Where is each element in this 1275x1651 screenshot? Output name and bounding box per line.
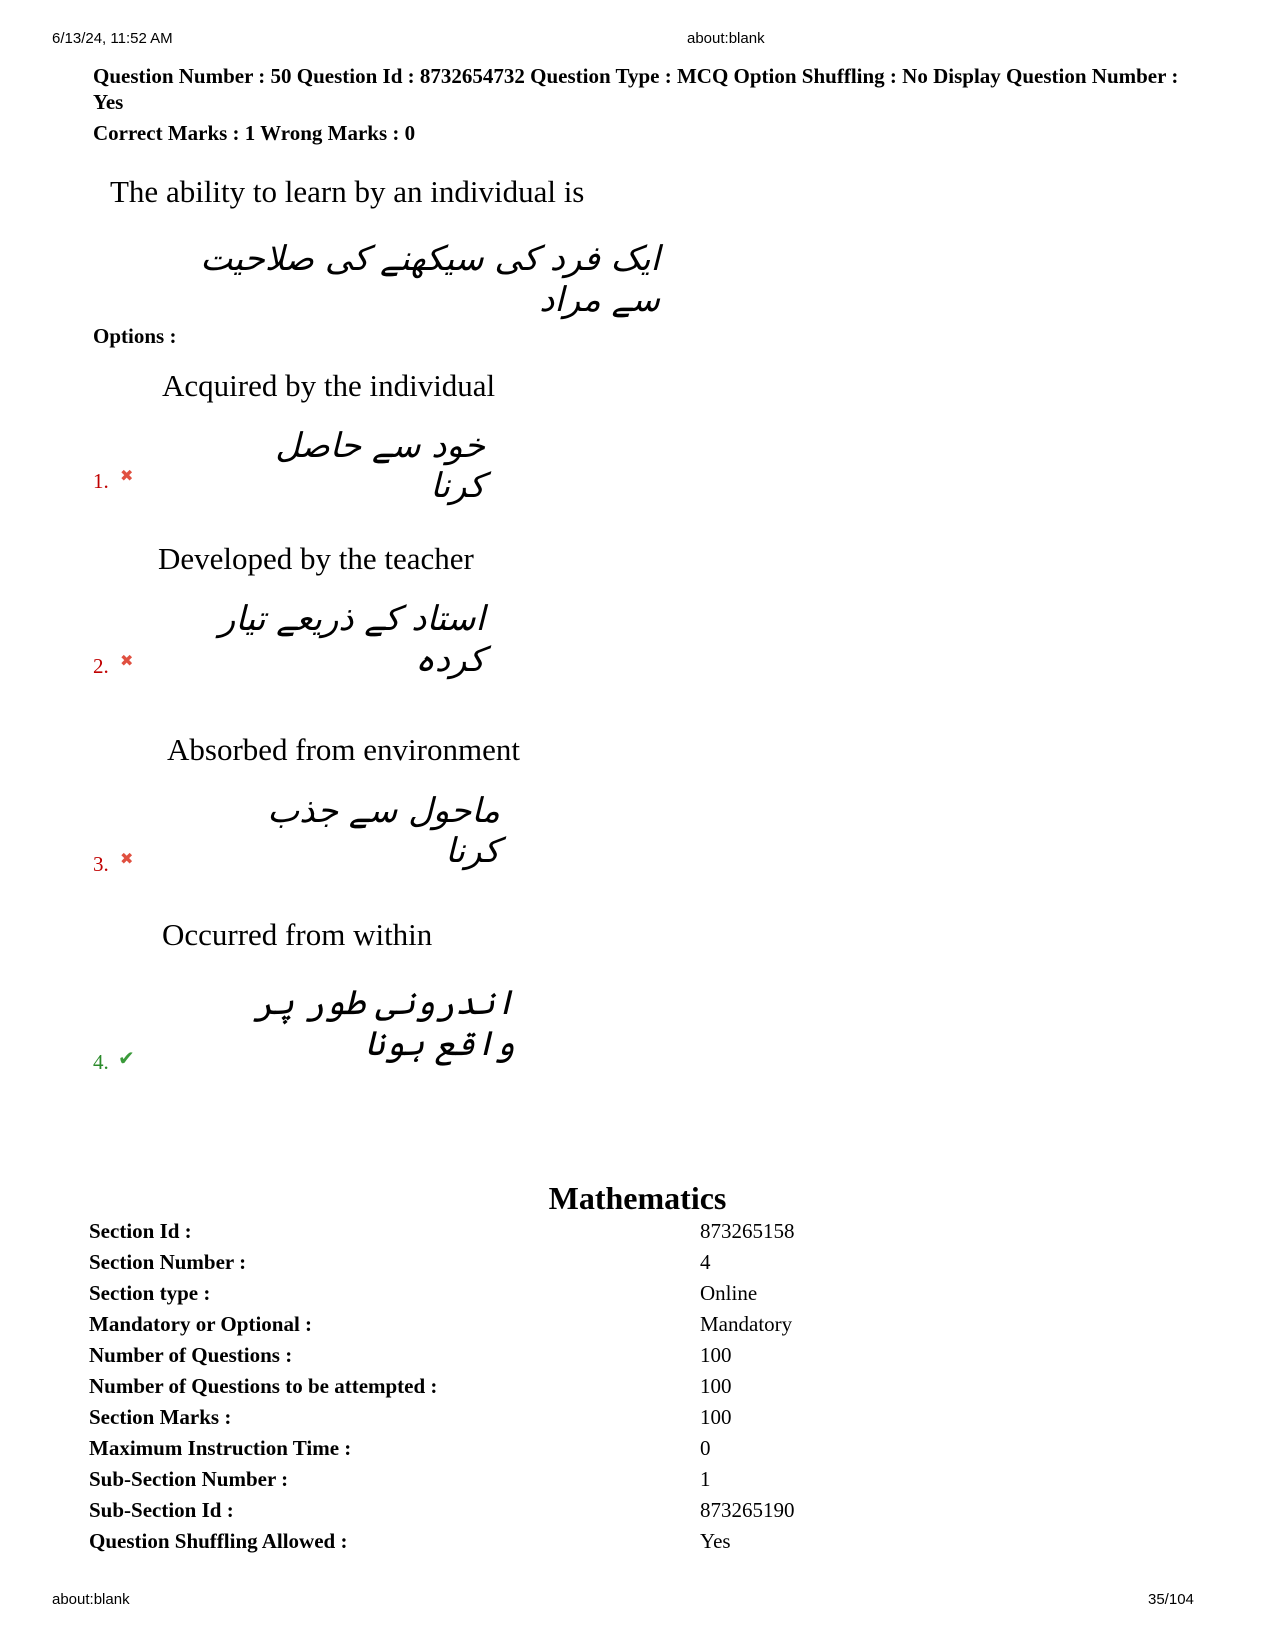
section-row <box>89 1374 1189 1405</box>
section-title: Mathematics <box>548 1180 727 1216</box>
wrong-mark-icon: ✖ <box>120 653 134 670</box>
row-value: 100 <box>700 1374 732 1398</box>
section-row <box>89 1467 1189 1498</box>
row-label: Section type : <box>89 1281 211 1305</box>
row-value: Yes <box>700 1529 731 1553</box>
option-text-en: Occurred from within <box>162 917 433 952</box>
row-label: Number of Questions : <box>89 1343 293 1367</box>
section-row <box>89 1529 1189 1560</box>
option-text-ur: ماحول سے جذب کرنا <box>267 791 500 871</box>
section-row <box>89 1250 1189 1281</box>
section-row <box>89 1312 1189 1343</box>
row-value: Online <box>700 1281 758 1305</box>
print-url: about:blank <box>52 1591 130 1608</box>
option-number: 4. <box>93 1050 109 1074</box>
options-label: Options : <box>93 324 177 348</box>
row-value: 100 <box>700 1343 732 1367</box>
section-row <box>89 1498 1189 1529</box>
wrong-mark-icon: ✖ <box>120 468 134 485</box>
question-marks: Correct Marks : 1 Wrong Marks : 0 <box>93 121 416 145</box>
option-number: 1. <box>93 469 109 493</box>
option-text-en: Acquired by the individual <box>162 368 496 403</box>
question-text-en: The ability to learn by an individual is <box>110 174 585 209</box>
row-label: Maximum Instruction Time : <box>89 1436 352 1460</box>
question-text-ur: ایک فرد کی سیکھنے کی صلاحیت سے مراد <box>200 239 660 320</box>
row-value: Mandatory <box>700 1312 793 1336</box>
row-label: Section Id : <box>89 1219 192 1243</box>
section-row <box>89 1405 1189 1436</box>
option-number: 3. <box>93 852 109 876</box>
section-row <box>89 1436 1189 1467</box>
question-meta: Question Number : 50 Question Id : 8732654732 Question Type : MCQ Option Shuffling : No Display Question Number : Yes <box>93 64 1179 114</box>
row-value: 4 <box>700 1250 711 1274</box>
row-value: 100 <box>700 1405 732 1429</box>
row-label: Sub-Section Id : <box>89 1498 234 1522</box>
option-text-ur: خود سے حاصل کرنا <box>275 426 485 506</box>
row-label: Section Number : <box>89 1250 247 1274</box>
section-row <box>89 1219 1189 1250</box>
option-text-ur: اندرونی طور پر واقع ہونا <box>254 983 515 1064</box>
option-text-ur: استاد کے ذریعے تیار کردہ <box>218 599 485 680</box>
row-value: 1 <box>700 1467 711 1491</box>
row-value: 873265158 <box>700 1219 795 1243</box>
section-row <box>89 1343 1189 1374</box>
option-number: 2. <box>93 654 109 678</box>
row-label: Number of Questions to be attempted : <box>89 1374 438 1398</box>
option-text-en: Developed by the teacher <box>158 541 474 576</box>
print-page-number: 35/104 <box>1148 1591 1194 1608</box>
section-row <box>89 1281 1189 1312</box>
print-page-title: about:blank <box>687 30 765 47</box>
wrong-mark-icon: ✖ <box>120 851 134 868</box>
row-label: Section Marks : <box>89 1405 232 1429</box>
check-mark-icon: ✔ <box>118 1048 135 1070</box>
row-value: 873265190 <box>700 1498 795 1522</box>
row-label: Sub-Section Number : <box>89 1467 289 1491</box>
print-datetime: 6/13/24, 11:52 AM <box>52 30 173 47</box>
option-text-en: Absorbed from environment <box>167 732 520 767</box>
row-value: 0 <box>700 1436 711 1460</box>
row-label: Mandatory or Optional : <box>89 1312 313 1336</box>
row-label: Question Shuffling Allowed : <box>89 1529 348 1553</box>
